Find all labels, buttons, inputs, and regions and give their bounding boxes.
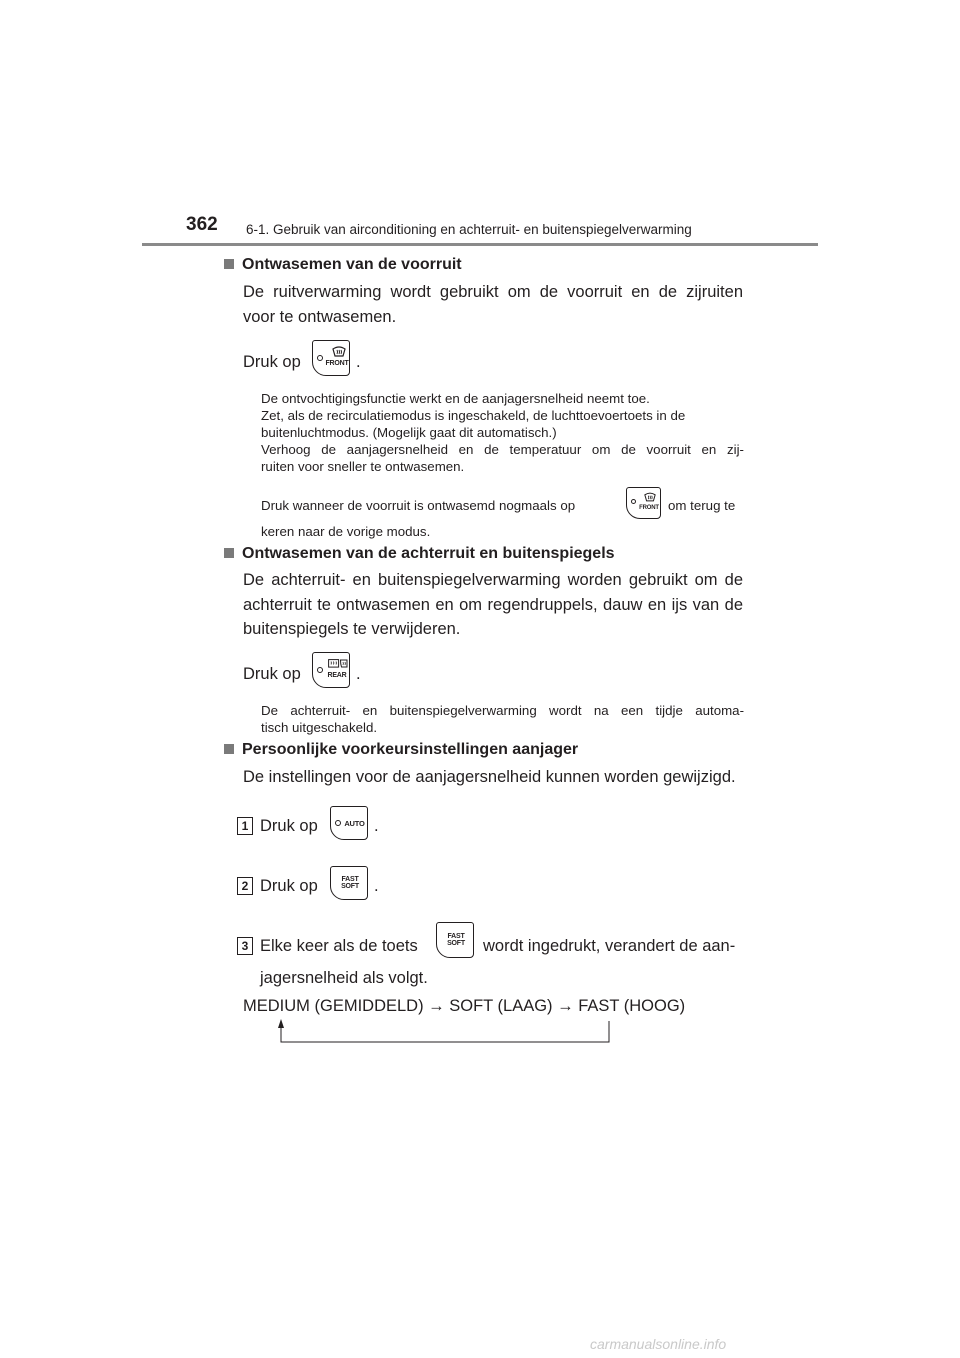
rear-note [261,702,744,736]
note-line: De achterruit- en buitenspiegelverwarming wordt na een tijdje automa- [261,703,744,718]
heading-text: Ontwasemen van de voorruit [242,256,462,273]
front-defog-button-small[interactable] [626,487,661,519]
rear-body-line: achterruit te ontwasemen en om regendruppels, dauw en ijs van de [243,595,743,614]
front-defog-button[interactable] [312,340,350,376]
key-label: REAR [327,672,347,679]
heading-text: Persoonlijke voorkeursinstellingen aanjager [242,741,579,758]
page-number: 362 [186,214,218,235]
step-after: . [374,877,379,895]
watermark: carmanualsonline.info [590,1336,727,1352]
indicator-icon [335,820,341,826]
step-text: Druk op [260,877,318,895]
step-number: 1 [237,817,253,835]
square-bullet-icon [224,548,234,558]
rear-body-line: buitenspiegels te verwijderen. [243,620,461,638]
step-text: Druk op [260,817,318,835]
fan-intro: De instellingen voor de aanjagersnelheid kunnen worden gewijzigd. [243,768,736,786]
step-line2: jagersnelheid als volgt. [260,969,428,987]
step-number: 3 [237,937,253,955]
square-bullet-icon [224,259,234,269]
cycle-return-arrow [270,1018,615,1046]
front-press-label: Druk op [243,353,301,371]
note-line: Zet, als de recirculatiemodus is ingeschakeld, de luchttoevoertoets in de [261,408,686,423]
header-rule [142,243,818,246]
front-note [261,390,744,475]
key-label: AUTO [344,819,365,828]
fast-soft-button-step3[interactable] [436,922,474,958]
step-number: 2 [237,877,253,895]
square-bullet-icon [224,744,234,754]
section-heading-fan [224,741,578,759]
key-label-fast: FAST [447,933,465,940]
note-line: tisch uitgeschakeld. [261,720,378,735]
speed-sequence: MEDIUM (GEMIDDELD) → SOFT (LAAG) → FAST (HOOG) [243,997,686,1015]
front-body-line: voor te ontwasemen. [243,307,397,326]
indicator-icon [317,667,323,673]
note-line: buitenluchtmodus. (Mogelijk gaat dit automatisch.) [261,425,557,440]
front-period: . [356,353,361,371]
key-label-fast: FAST [341,876,359,883]
rear-period: . [356,665,361,683]
rear-defog-button[interactable] [312,652,350,688]
note-line: De ontvochtigingsfunctie werkt en de aanjagersnelheid neemt toe. [261,391,650,406]
step-after: . [374,817,379,835]
note-line: ruiten voor sneller te ontwasemen. [261,459,465,474]
note-line: Verhoog de aanjagersnelheid en de temperatuur om de voorruit en zij- [261,442,744,457]
rear-body [243,568,743,642]
chapter-title: 6-1. Gebruik van airconditioning en achterruit- en buitenspiegelverwarming [246,222,692,237]
key-label-soft: SOFT [447,940,465,947]
section-heading-front [224,256,462,274]
heading-text: Ontwasemen van de achterruit en buitenspiegels [242,545,615,562]
windshield-heater-icon [644,492,656,502]
indicator-icon [317,355,323,361]
key-label: FRONT [639,505,659,511]
front-body [243,280,743,329]
key-label: FRONT [325,360,349,367]
front-note2-line2: keren naar de vorige modus. [261,524,431,539]
front-note2-post: om terug te [668,498,736,513]
windshield-heater-icon [332,346,346,357]
indicator-icon [631,499,636,504]
key-label-soft: SOFT [341,883,359,890]
step-text: Elke keer als de toets [260,937,418,955]
rear-body-line: De achterruit- en buitenspiegelverwarming worden gebruikt om de [243,571,743,589]
auto-button[interactable] [330,806,368,840]
rear-press-label: Druk op [243,665,301,683]
front-note2-pre: Druk wanneer de voorruit is ontwasemd nogmaals op [261,498,576,513]
rear-window-heater-icon [328,659,348,668]
step-after: wordt ingedrukt, verandert de aan- [483,937,736,955]
fast-soft-button[interactable] [330,866,368,900]
front-body-line: De ruitverwarming wordt gebruikt om de voorruit en de zijruiten [243,283,743,301]
section-heading-rear [224,545,615,563]
